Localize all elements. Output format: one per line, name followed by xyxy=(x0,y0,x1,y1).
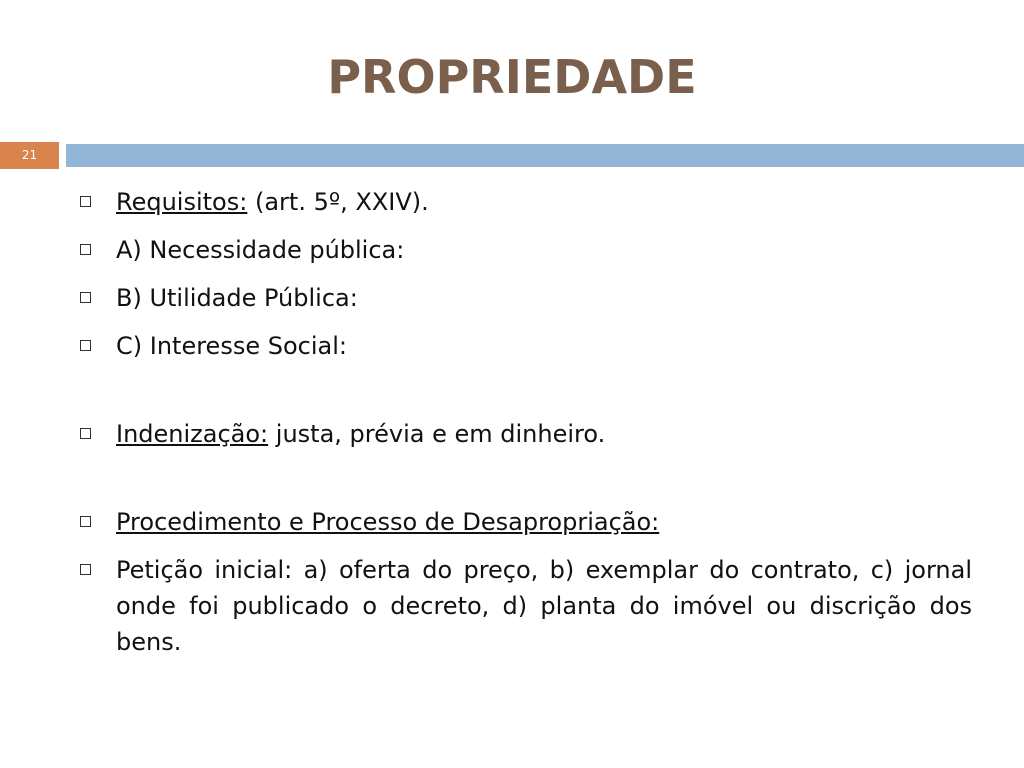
bullet-requisitos xyxy=(80,184,972,220)
bullet-box-icon xyxy=(80,292,91,303)
bullet-box-icon xyxy=(80,196,91,207)
bullet-box-icon xyxy=(80,428,91,439)
bullet-label: Indenização: xyxy=(116,420,269,448)
bullet-list xyxy=(80,184,972,672)
bullet-procedimento xyxy=(80,504,972,540)
bullet-interesse-social xyxy=(80,328,972,364)
bullet-text: B) Utilidade Pública: xyxy=(116,284,358,312)
bullet-indenizacao xyxy=(80,416,972,452)
bullet-text: (art. 5º, XXIV). xyxy=(247,188,429,216)
bullet-text: C) Interesse Social: xyxy=(116,332,347,360)
bullet-text: Petição inicial: a) oferta do preço, b) exemplar do contrato, c) jornal onde foi publicado o decreto, d) planta do imóvel ou discrição dos bens. xyxy=(116,556,972,656)
bullet-box-icon xyxy=(80,516,91,527)
slide-number: 21 xyxy=(0,142,59,169)
bullet-text: justa, prévia e em dinheiro. xyxy=(268,420,606,448)
bullet-label: Requisitos: xyxy=(116,188,248,216)
bullet-necessidade-publica xyxy=(80,232,972,268)
bullet-box-icon xyxy=(80,340,91,351)
bullet-utilidade-publica xyxy=(80,280,972,316)
slide-title: PROPRIEDADE xyxy=(327,50,697,104)
accent-bar xyxy=(66,144,1024,167)
bullet-label: Procedimento e Processo de Desapropriação: xyxy=(116,508,660,536)
bullet-text: A) Necessidade pública: xyxy=(116,236,405,264)
bullet-peticao-inicial xyxy=(80,552,972,660)
bullet-box-icon xyxy=(80,564,91,575)
bullet-box-icon xyxy=(80,244,91,255)
